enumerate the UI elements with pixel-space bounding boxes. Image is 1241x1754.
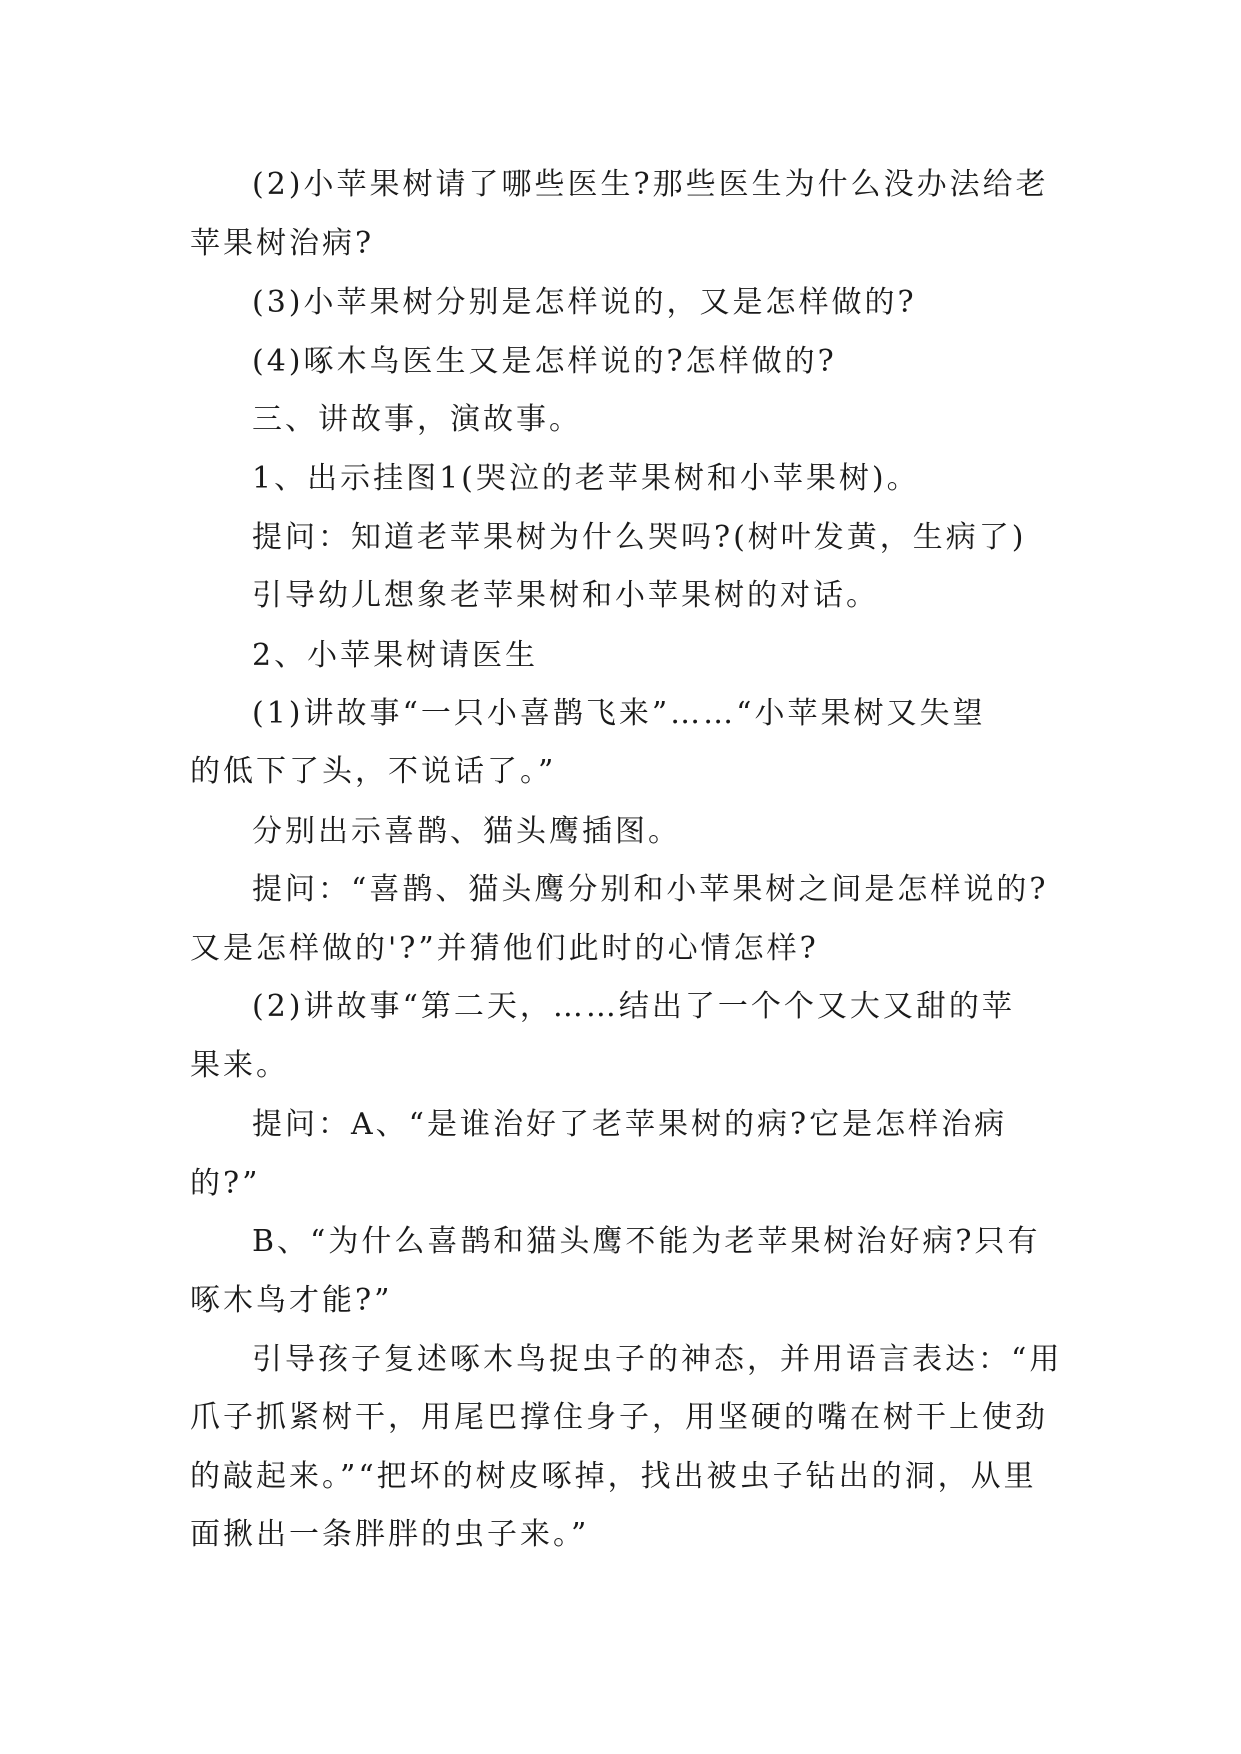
section-heading: 三、讲故事，演故事。 bbox=[252, 402, 582, 437]
paragraph-line: (3)小苹果树分别是怎样说的，又是怎样做的? bbox=[252, 285, 917, 320]
paragraph-line: 爪子抓紧树干，用尾巴撑住身子，用坚硬的嘴在树干上使劲 bbox=[190, 1400, 1048, 1435]
paragraph-line: 1、出示挂图1(哭泣的老苹果树和小苹果树)。 bbox=[252, 461, 920, 496]
paragraph-line: (4)啄木鸟医生又是怎样说的?怎样做的? bbox=[252, 344, 837, 379]
paragraph-line: 的低下了头，不说话了。” bbox=[190, 754, 557, 789]
paragraph-line: 苹果树治病? bbox=[190, 226, 375, 261]
paragraph-line: 面揪出一条胖胖的虫子来。” bbox=[190, 1517, 590, 1552]
paragraph-line: 又是怎样做的'?”并猜他们此时的心情怎样? bbox=[190, 931, 819, 966]
paragraph-line: 提问：“喜鹊、猫头鹰分别和小苹果树之间是怎样说的? bbox=[252, 872, 1049, 907]
paragraph-line: 啄木鸟才能?” bbox=[190, 1283, 393, 1318]
paragraph-line: 果来。 bbox=[190, 1048, 289, 1083]
paragraph-line: 2、小苹果树请医生 bbox=[252, 638, 539, 673]
paragraph-line: 提问：A、“是谁治好了老苹果树的病?它是怎样治病 bbox=[252, 1107, 1008, 1142]
paragraph-line: (1)讲故事“一只小喜鹊飞来”……“小苹果树又失望 bbox=[252, 696, 986, 731]
paragraph-line: (2)小苹果树请了哪些医生?那些医生为什么没办法给老 bbox=[252, 167, 1049, 202]
paragraph-line: 提问：知道老苹果树为什么哭吗?(树叶发黄，生病了) bbox=[252, 520, 1027, 555]
paragraph-line: B、“为什么喜鹊和猫头鹰不能为老苹果树治好病?只有 bbox=[252, 1224, 1041, 1259]
paragraph-line: (2)讲故事“第二天，……结出了一个个又大又甜的苹 bbox=[252, 989, 1015, 1024]
paragraph-line: 引导孩子复述啄木鸟捉虫子的神态，并用语言表达：“用 bbox=[252, 1342, 1063, 1377]
paragraph-line: 的?” bbox=[190, 1166, 261, 1201]
paragraph-line: 的敲起来。”“把坏的树皮啄掉，找出被虫子钻出的洞，从里 bbox=[190, 1459, 1037, 1494]
paragraph-line: 分别出示喜鹊、猫头鹰插图。 bbox=[252, 814, 681, 849]
paragraph-line: 引导幼儿想象老苹果树和小苹果树的对话。 bbox=[252, 578, 879, 613]
